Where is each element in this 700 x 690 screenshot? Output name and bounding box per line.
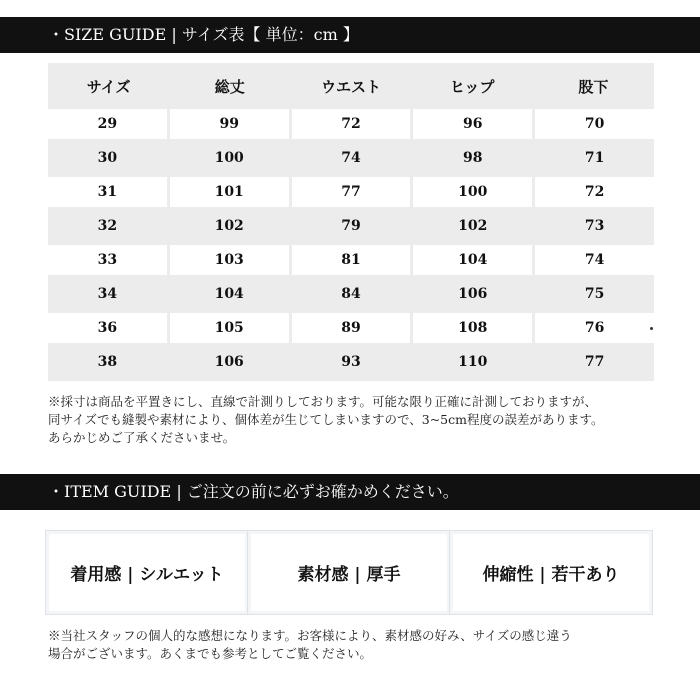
table-cell: 98 [413, 143, 532, 173]
table-cell: 106 [413, 279, 532, 309]
item-material-label: 素材感 | 厚手 [297, 565, 401, 585]
table-cell: 74 [535, 245, 654, 275]
table-cell: 89 [292, 313, 411, 343]
table-cell: 108 [413, 313, 532, 343]
table-cell: 33 [48, 245, 167, 275]
table-cell: 100 [170, 143, 289, 173]
table-cell: 96 [413, 109, 532, 139]
header-total-length: 総丈 [214, 78, 245, 96]
table-cell: 93 [292, 347, 411, 377]
table-cell: 36 [48, 313, 167, 343]
stray-dot [650, 327, 653, 330]
table-cell: 34 [48, 279, 167, 309]
table-cell: 102 [170, 211, 289, 241]
size-note [48, 393, 668, 447]
item-stretch-label: 伸縮性 | 若干あり [482, 565, 620, 585]
size-table [48, 63, 654, 381]
item-stretch-box [449, 530, 653, 615]
size-guide-banner: ・SIZE GUIDE | サイズ表【 単位：cm 】 [0, 17, 700, 53]
table-cell: 76 [535, 313, 654, 343]
size-note-line: あらかじめご了承くださいませ。 [48, 430, 236, 445]
item-fit-label: 着用感 | シルエット [70, 565, 224, 585]
header-inseam: 股下 [578, 78, 609, 96]
table-cell: 38 [48, 347, 167, 377]
table-cell: 81 [292, 245, 411, 275]
table-cell: 84 [292, 279, 411, 309]
table-cell: 79 [292, 211, 411, 241]
table-cell: 30 [48, 143, 167, 173]
table-cell: 99 [170, 109, 289, 139]
item-note-line: ※当社スタッフの個人的な感想になります。お客様により、素材感の好み、サイズの感じ違う [48, 628, 572, 643]
table-cell: 105 [170, 313, 289, 343]
table-cell: 31 [48, 177, 167, 207]
table-row [48, 245, 654, 275]
item-guide-banner: ・ITEM GUIDE | ご注文の前に必ずお確かめください。 [0, 474, 700, 510]
size-note-line: 同サイズでも縫製や素材により、個体差が生じてしまいますので、3~5cm程度の誤差があります。 [48, 412, 604, 427]
table-cell: 104 [170, 279, 289, 309]
table-cell: 77 [292, 177, 411, 207]
item-note [48, 627, 668, 663]
header-hip: ヒップ [449, 78, 495, 96]
table-cell: 100 [413, 177, 532, 207]
table-cell: 101 [170, 177, 289, 207]
table-cell: 72 [292, 109, 411, 139]
table-cell: 29 [48, 109, 167, 139]
table-cell: 32 [48, 211, 167, 241]
table-cell: 70 [535, 109, 654, 139]
table-cell: 71 [535, 143, 654, 173]
table-cell: 77 [535, 347, 654, 377]
table-row [48, 313, 654, 343]
table-row [48, 347, 654, 377]
table-row [48, 143, 654, 173]
table-row [48, 211, 654, 241]
table-cell: 73 [535, 211, 654, 241]
table-cell: 75 [535, 279, 654, 309]
table-cell: 72 [535, 177, 654, 207]
item-fit-box [45, 530, 249, 615]
item-note-line: 場合がございます。あくまでも参考としてご覧ください。 [48, 646, 373, 661]
table-cell: 103 [170, 245, 289, 275]
table-row [48, 177, 654, 207]
item-material-box [247, 530, 451, 615]
table-row [48, 279, 654, 309]
header-waist: ウエスト [320, 78, 381, 96]
size-table-header [48, 63, 654, 107]
table-cell: 74 [292, 143, 411, 173]
size-note-line: ※採寸は商品を平置きにし、直線で計測りしております。可能な限り正確に計測しておりますが、 [48, 394, 598, 409]
header-size: サイズ [86, 78, 131, 96]
table-row [48, 109, 654, 139]
table-cell: 106 [170, 347, 289, 377]
table-cell: 110 [413, 347, 532, 377]
table-cell: 104 [413, 245, 532, 275]
table-cell: 102 [413, 211, 532, 241]
